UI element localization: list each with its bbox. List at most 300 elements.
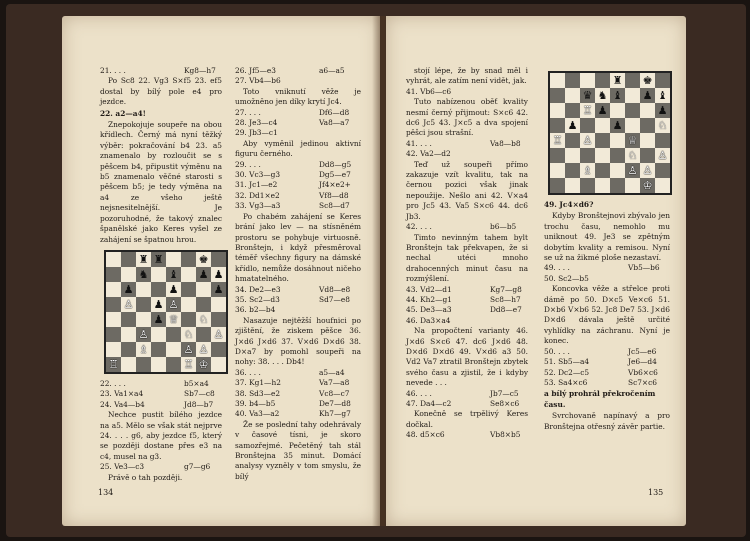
board-square bbox=[610, 163, 625, 178]
chess-piece-icon: ♜ bbox=[138, 252, 149, 266]
chess-piece-icon: ♝ bbox=[168, 267, 179, 281]
board-square bbox=[181, 282, 196, 297]
move-row bbox=[235, 378, 361, 388]
chess-piece-icon: ♙ bbox=[657, 149, 668, 162]
board-square bbox=[595, 88, 610, 103]
board-square bbox=[136, 267, 151, 282]
move-number-white: 42. Va2—d2 bbox=[406, 149, 451, 159]
move-black: Dg5—e7 bbox=[319, 170, 351, 180]
board-square bbox=[655, 103, 670, 118]
move-spacer bbox=[267, 191, 319, 201]
move-spacer bbox=[438, 285, 490, 295]
board-square bbox=[625, 73, 640, 88]
move-row bbox=[100, 379, 222, 389]
board-square bbox=[565, 133, 580, 148]
move-black: Sb7—c8 bbox=[184, 389, 215, 399]
move-black: Va7—a8 bbox=[319, 378, 350, 388]
left-page-column-1 bbox=[100, 66, 222, 483]
right-page-column-2 bbox=[544, 66, 670, 432]
move-number-white: 40. Va3—a2 bbox=[235, 409, 280, 419]
chess-piece-icon: ♝ bbox=[657, 89, 668, 102]
move-row bbox=[406, 316, 528, 326]
board-square bbox=[550, 163, 565, 178]
move-spacer bbox=[267, 76, 319, 86]
board-square bbox=[565, 88, 580, 103]
board-square bbox=[121, 312, 136, 327]
board-square bbox=[181, 267, 196, 282]
move-spacer bbox=[438, 222, 490, 232]
chess-piece-icon: ♞ bbox=[138, 267, 149, 281]
board-square bbox=[565, 148, 580, 163]
move-black: a6—a5 bbox=[319, 66, 345, 75]
move-spacer bbox=[267, 295, 319, 305]
board-square bbox=[580, 133, 595, 148]
board-square bbox=[655, 178, 670, 193]
board-square bbox=[655, 118, 670, 133]
move-black: Jd8—b7 bbox=[184, 399, 214, 409]
chess-piece-icon: ♟ bbox=[213, 282, 224, 296]
right-page bbox=[386, 16, 686, 526]
chess-piece-icon: ♖ bbox=[552, 134, 563, 147]
move-black bbox=[490, 87, 528, 97]
move-row bbox=[235, 295, 361, 305]
board-square bbox=[655, 133, 670, 148]
move-black: Sc8—h7 bbox=[490, 294, 521, 304]
move-number-white: 25. Ve3—c3 bbox=[100, 462, 145, 472]
move-black bbox=[319, 76, 361, 86]
move-number-white: 41. . . . bbox=[406, 138, 432, 148]
move-spacer bbox=[267, 66, 319, 76]
board-square bbox=[640, 163, 655, 178]
board-square bbox=[610, 118, 625, 133]
chess-piece-icon: ♙ bbox=[213, 327, 224, 341]
chess-piece-icon: ♟ bbox=[642, 89, 653, 102]
move-black bbox=[319, 305, 361, 315]
move-row bbox=[544, 368, 670, 378]
move-row bbox=[235, 409, 361, 419]
board-square bbox=[196, 327, 211, 342]
move-number-white: 33. Vg3—a3 bbox=[235, 201, 281, 211]
chess-piece-icon: ♘ bbox=[627, 149, 638, 162]
move-black: Df6—d8 bbox=[319, 107, 350, 117]
move-black bbox=[628, 274, 670, 284]
move-number-white: 36. b2—b4 bbox=[235, 305, 276, 315]
chess-piece-icon: ♟ bbox=[198, 267, 209, 281]
commentary-paragraph: Konečně se trpělivý Keres dočkal. bbox=[406, 409, 528, 429]
commentary-paragraph: Koncovka věže a střelce proti dámě po 50. D×c5 Ve×c6 51. D×b6 V×b6 52. Jc8 De7 53. J×d6 D×d6 dávala ještě určité vyhlídky na záchranu. Nyní je konec. bbox=[544, 284, 670, 346]
move-row bbox=[235, 108, 361, 118]
chess-piece-icon: ♙ bbox=[138, 327, 149, 341]
board-square bbox=[196, 342, 211, 357]
move-spacer bbox=[267, 305, 319, 315]
board-square bbox=[106, 267, 121, 282]
board-square bbox=[121, 342, 136, 357]
chess-piece-icon: ♟ bbox=[567, 119, 578, 132]
board-square bbox=[136, 297, 151, 312]
board-square bbox=[610, 103, 625, 118]
move-row bbox=[406, 399, 528, 409]
move-row bbox=[235, 128, 361, 138]
chess-piece-icon: ♘ bbox=[183, 327, 194, 341]
move-black: Kh7—g7 bbox=[319, 409, 351, 419]
move-number-white: 49. . . . bbox=[544, 263, 570, 273]
commentary-paragraph: Nechce pustit bílého jezdce na a5. Mělo se však stát nejprve 24. . . . g6, aby jezdce f5, který se později dostane přes e3 na c4, musel na g3. bbox=[100, 410, 222, 461]
move-black bbox=[490, 316, 528, 326]
move-spacer bbox=[438, 149, 490, 159]
move-black: Vd8—e8 bbox=[319, 284, 351, 294]
board-square bbox=[196, 297, 211, 312]
chess-piece-icon: ♟ bbox=[168, 282, 179, 296]
move-black: Va8—a7 bbox=[319, 118, 350, 128]
board-square bbox=[106, 327, 121, 342]
move-number-white: 30. Vc3—g3 bbox=[235, 170, 281, 180]
move-black: Dd8—e7 bbox=[490, 305, 522, 315]
move-black: Sc8—d7 bbox=[319, 201, 350, 211]
move-spacer bbox=[267, 170, 319, 180]
commentary-paragraph: Právě o tah později. bbox=[108, 472, 183, 482]
move-spacer bbox=[267, 285, 319, 295]
move-black: Va8—b8 bbox=[490, 138, 521, 148]
board-square bbox=[196, 282, 211, 297]
board-square bbox=[211, 312, 226, 327]
move-black: Jf4×e2+ bbox=[319, 180, 351, 190]
move-row bbox=[235, 399, 361, 409]
move-number-white: 35. Sc2—d3 bbox=[235, 294, 280, 304]
chess-piece-icon: ♔ bbox=[642, 179, 653, 192]
board-square bbox=[655, 73, 670, 88]
move-spacer bbox=[438, 139, 490, 149]
commentary-paragraph: Svrchovaně napínavý a pro Bronštejna otřesný závěr partie. bbox=[544, 411, 670, 431]
move-number-white: 22. . . . bbox=[100, 378, 126, 388]
move-number-white: 36. . . . bbox=[235, 367, 261, 377]
board-square bbox=[580, 148, 595, 163]
chess-piece-icon: ♟ bbox=[213, 267, 224, 281]
move-black: Vc8—c7 bbox=[319, 388, 350, 398]
board-square bbox=[166, 282, 181, 297]
chess-piece-icon: ♔ bbox=[198, 357, 209, 371]
board-square bbox=[181, 327, 196, 342]
move-black: Dd8—g5 bbox=[319, 159, 352, 169]
chess-piece-icon: ♘ bbox=[198, 312, 209, 326]
chess-piece-icon: ♖ bbox=[183, 357, 194, 371]
move-black bbox=[490, 149, 528, 159]
board-square bbox=[151, 327, 166, 342]
move-row bbox=[406, 295, 528, 305]
board-square bbox=[580, 88, 595, 103]
chess-piece-icon: ♖ bbox=[582, 104, 593, 117]
left-page-column-2 bbox=[235, 66, 361, 482]
board-square bbox=[595, 118, 610, 133]
chess-piece-icon: ♟ bbox=[657, 104, 668, 117]
move-number-white: 42. . . . bbox=[406, 222, 432, 232]
move-black: g7—g6 bbox=[184, 462, 211, 472]
board-square bbox=[610, 148, 625, 163]
move-row bbox=[406, 389, 528, 399]
board-square bbox=[121, 282, 136, 297]
board-square bbox=[640, 103, 655, 118]
move-number-white: 47. Da4—c2 bbox=[406, 399, 452, 408]
move-black: b6—b5 bbox=[490, 222, 517, 232]
board-square bbox=[136, 342, 151, 357]
move-black: Vb6×c6 bbox=[628, 367, 658, 377]
board-square bbox=[640, 148, 655, 163]
move-number-white: 44. Kh2—g1 bbox=[406, 294, 452, 304]
board-square bbox=[211, 282, 226, 297]
move-spacer bbox=[438, 430, 490, 440]
board-square bbox=[151, 312, 166, 327]
chess-piece-icon: ♙ bbox=[582, 134, 593, 147]
move-spacer bbox=[576, 274, 628, 284]
board-square bbox=[211, 297, 226, 312]
board-square bbox=[196, 312, 211, 327]
move-black: a5—a4 bbox=[319, 367, 345, 377]
board-square bbox=[595, 148, 610, 163]
move-spacer bbox=[267, 378, 319, 388]
move-row bbox=[235, 305, 361, 315]
commentary-paragraph: Tuto nabízenou oběť kvality nesmí černý přijmout: S×c6 42. dc6 Jc5 43. J×c5 a dva spojení pěšci jsou strašní. bbox=[406, 97, 528, 138]
board-square bbox=[211, 342, 226, 357]
board-square bbox=[106, 297, 121, 312]
board-square bbox=[151, 357, 166, 372]
move-number-white: 50. Sc2—b5 bbox=[544, 273, 589, 283]
move-row bbox=[235, 118, 361, 128]
board-square bbox=[151, 342, 166, 357]
move-number-white: 52. Dc2—c5 bbox=[544, 367, 590, 377]
chess-piece-icon: ♝ bbox=[612, 89, 623, 102]
board-square bbox=[550, 73, 565, 88]
move-spacer bbox=[438, 316, 490, 326]
board-square bbox=[565, 178, 580, 193]
move-spacer bbox=[267, 409, 319, 419]
board-square bbox=[640, 178, 655, 193]
board-square bbox=[550, 148, 565, 163]
move-number-white: 29. . . . bbox=[235, 159, 261, 169]
commentary-paragraph: Kdyby Bronštejnovi zbývalo jen trochu času, nemohlo mu uniknout 49. Je3 se zpětným dobytím kvality a remisou. Nyní se už na žikmé ploše nezastaví. bbox=[544, 211, 670, 263]
chess-piece-icon: ♚ bbox=[642, 74, 653, 87]
board-square bbox=[640, 133, 655, 148]
board-square bbox=[565, 118, 580, 133]
board-square bbox=[580, 73, 595, 88]
move-row bbox=[406, 305, 528, 315]
move-number-white: 29. Jb3—c1 bbox=[235, 128, 278, 138]
chess-piece-icon: ♙ bbox=[627, 164, 638, 177]
move-spacer bbox=[132, 389, 184, 399]
chess-piece-icon: ♖ bbox=[108, 357, 119, 371]
commentary-paragraph: Timto nevinným tahem bylt Bronštejn tak překvapen, že si nechal utéci mnoho drahocenných minut času na rozmýšlení. bbox=[406, 232, 528, 284]
move-row bbox=[406, 149, 528, 159]
chess-piece-icon: ♞ bbox=[597, 89, 608, 102]
move-spacer bbox=[267, 201, 319, 211]
board-square bbox=[610, 133, 625, 148]
commentary-paragraph: Po chabém zahájení se Keres brání jako lev — na stísněném prostoru se pohybuje virtuosně. Bronštejn, i když přesměroval téměř všechny figury na dámské křídlo, nemůže dosáhnout ničeho hmatatelného. bbox=[235, 211, 361, 284]
move-row bbox=[235, 285, 361, 295]
board-square bbox=[196, 252, 211, 267]
board-square bbox=[625, 148, 640, 163]
board-square bbox=[166, 342, 181, 357]
move-spacer bbox=[267, 128, 319, 138]
commentary-paragraph: stojí lépe, že by snad měl i vyhrát, ale zatím není vidět, jak. bbox=[406, 66, 528, 86]
move-black bbox=[319, 128, 361, 138]
board-square bbox=[166, 267, 181, 282]
move-spacer bbox=[267, 160, 319, 170]
commentary-paragraph: Nasazuje nejtěžší houfnici po zjištění, že ziskem pěšce 36. J×d6 J×d6 37. V×d6 D×d6 38. D×a7 by pomohl soupeři na nohy: 38. . . . Db4! bbox=[235, 315, 361, 367]
board-square bbox=[625, 178, 640, 193]
move-row bbox=[100, 66, 222, 76]
board-square bbox=[121, 357, 136, 372]
board-square bbox=[166, 357, 181, 372]
move-spacer bbox=[267, 368, 319, 378]
chess-piece-icon: ♙ bbox=[168, 297, 179, 311]
board-square bbox=[211, 267, 226, 282]
move-row bbox=[100, 389, 222, 399]
move-black: De7—d8 bbox=[319, 399, 351, 408]
board-square bbox=[121, 267, 136, 282]
board-square bbox=[610, 73, 625, 88]
move-number-white: 23. Va1×a4 bbox=[100, 389, 144, 399]
move-row bbox=[100, 400, 222, 410]
move-row bbox=[544, 347, 670, 357]
move-row bbox=[235, 66, 361, 76]
board-square bbox=[580, 118, 595, 133]
move-spacer bbox=[576, 263, 628, 273]
chess-piece-icon: ♟ bbox=[597, 104, 608, 117]
commentary-paragraph: Že se poslední tahy odehrávaly v časové tísni, je skoro samozřejmé. Pečetěný tah stál Bronštejna 35 minut. Domácí analysy vyzněly v tom smyslu, že bílý bbox=[235, 419, 361, 481]
move-black: Vb5—b6 bbox=[628, 263, 660, 273]
chess-piece-icon: ♟ bbox=[612, 119, 623, 132]
board-square bbox=[166, 327, 181, 342]
move-number-white: 46. Da3×a4 bbox=[406, 315, 451, 325]
chess-piece-icon: ♜ bbox=[153, 252, 164, 266]
move-number-white: 46. . . . bbox=[406, 388, 432, 398]
highlighted-move: a bílý prohrál překročením času. bbox=[544, 389, 656, 409]
board-square bbox=[610, 178, 625, 193]
commentary-paragraph: Na propočtení varianty 46. J×d6 S×c6 47. dc6 J×d6 48. D×d6 D×d6 49. V×d6 a3 50. Vd2 Va7 ztratil Bronštejn zbytek svého času a zjistil, že i kdyby nevede . . . bbox=[406, 326, 528, 388]
move-number-white: 24. Va4—b4 bbox=[100, 399, 145, 409]
board-square bbox=[565, 103, 580, 118]
board-square bbox=[151, 282, 166, 297]
move-spacer bbox=[267, 108, 319, 118]
board-square bbox=[181, 342, 196, 357]
move-black: Se8×c6 bbox=[490, 399, 520, 408]
board-square bbox=[595, 73, 610, 88]
move-row bbox=[235, 160, 361, 170]
move-row bbox=[544, 263, 670, 273]
move-number-white: 27. . . . bbox=[235, 107, 261, 117]
board-square bbox=[106, 342, 121, 357]
board-square bbox=[136, 312, 151, 327]
commentary-paragraph: Aby vyměnil jedinou aktivní figuru černého. bbox=[235, 138, 361, 159]
board-square bbox=[625, 118, 640, 133]
board-square bbox=[106, 252, 121, 267]
board-square bbox=[121, 327, 136, 342]
board-square bbox=[181, 357, 196, 372]
move-black: Jc5—e6 bbox=[628, 346, 657, 356]
move-number-white: 31. Jc1—e2 bbox=[235, 180, 278, 190]
move-number-white: 34. De2—e3 bbox=[235, 284, 281, 294]
right-page-column-1 bbox=[406, 66, 528, 441]
move-black: Sc7×c6 bbox=[628, 377, 657, 387]
board-square bbox=[106, 312, 121, 327]
chess-piece-icon: ♙ bbox=[123, 297, 134, 311]
move-spacer bbox=[267, 180, 319, 190]
board-square bbox=[136, 282, 151, 297]
commentary-paragraph: Znepokojuje soupeře na obou křídlech. Černý má nyní těžký výběr: pokračování b4 23. a5 znamenalo by rozloučit se s pěšcem b4, připustit výměnu na b5 znamenalo věčné starosti s pěšcem b5; je tedy výměna na a4 ze všeho ještě nejsnesitelnější. Je pozoruhodné, že takový znalec španělské jako Keres vyšel ze zahájení se špatnou hrou. bbox=[100, 120, 222, 244]
page-number-right: 135 bbox=[648, 488, 664, 497]
board-square bbox=[136, 357, 151, 372]
board-square bbox=[106, 357, 121, 372]
chess-piece-icon: ♟ bbox=[153, 297, 164, 311]
board-square bbox=[580, 163, 595, 178]
board-square bbox=[580, 103, 595, 118]
board-square bbox=[625, 133, 640, 148]
board-square bbox=[550, 118, 565, 133]
book-spread bbox=[6, 4, 746, 537]
move-black: Vb8×b5 bbox=[490, 430, 521, 440]
board-square bbox=[196, 357, 211, 372]
chess-piece-icon: ♘ bbox=[657, 119, 668, 132]
move-row bbox=[544, 357, 670, 367]
move-spacer bbox=[267, 389, 319, 399]
board-square bbox=[136, 327, 151, 342]
move-black: b5×a4 bbox=[184, 378, 209, 388]
chess-piece-icon: ♙ bbox=[642, 164, 653, 177]
left-page bbox=[62, 16, 380, 526]
move-row bbox=[235, 76, 361, 86]
board-square bbox=[595, 163, 610, 178]
move-black: Jb7—c5 bbox=[490, 388, 519, 398]
move-spacer bbox=[438, 305, 490, 315]
highlighted-move: 22. a2—a4! bbox=[100, 108, 146, 118]
move-spacer bbox=[267, 118, 319, 128]
move-number-white: 50. . . . bbox=[544, 346, 570, 356]
board-square bbox=[640, 73, 655, 88]
move-black: Kg7—g8 bbox=[490, 284, 522, 294]
commentary-paragraph: Toto vniknutí věže je umožněno jen díky krytí Jc4. bbox=[235, 86, 361, 107]
move-black: Kg8—h7 bbox=[184, 66, 216, 75]
move-spacer bbox=[438, 87, 490, 97]
move-black: Sd7—e8 bbox=[319, 294, 350, 304]
move-row bbox=[235, 389, 361, 399]
board-square bbox=[655, 88, 670, 103]
move-black: Vf8—d8 bbox=[319, 190, 349, 200]
move-row bbox=[235, 191, 361, 201]
move-number-white: 38. Sd3—e2 bbox=[235, 388, 281, 398]
move-number-white: 45. De3—a3 bbox=[406, 305, 452, 315]
commentary-paragraph: Teď už soupeři přímo zakazuje vzít kvalitu, tak na černou pozici však jinak nepoužije. Nešlo ani 42. V×a4 pro Jc5 43. Va5 S×c6 44. dc6 Jb3. bbox=[406, 159, 528, 221]
move-row bbox=[406, 285, 528, 295]
move-number-white: 28. Je3—c4 bbox=[235, 118, 278, 128]
chess-piece-icon: ♗ bbox=[582, 164, 593, 177]
board-square bbox=[166, 312, 181, 327]
move-spacer bbox=[576, 357, 628, 367]
move-number-white: 32. Dd1×e2 bbox=[235, 190, 280, 200]
board-square bbox=[121, 252, 136, 267]
move-number-white: 53. Sa4×c6 bbox=[544, 377, 588, 387]
move-row bbox=[235, 170, 361, 180]
move-number-white: 27. Vb4—b6 bbox=[235, 76, 281, 86]
board-square bbox=[550, 88, 565, 103]
chess-piece-icon: ♟ bbox=[123, 282, 134, 296]
board-square bbox=[211, 357, 226, 372]
move-row bbox=[406, 430, 528, 440]
board-square bbox=[655, 148, 670, 163]
board-square bbox=[595, 103, 610, 118]
move-row bbox=[544, 274, 670, 284]
move-spacer bbox=[132, 66, 184, 76]
move-number-white: 41. Vb6—c6 bbox=[406, 86, 452, 96]
move-number-white: 37. Kg1—h2 bbox=[235, 378, 281, 388]
board-square bbox=[580, 178, 595, 193]
